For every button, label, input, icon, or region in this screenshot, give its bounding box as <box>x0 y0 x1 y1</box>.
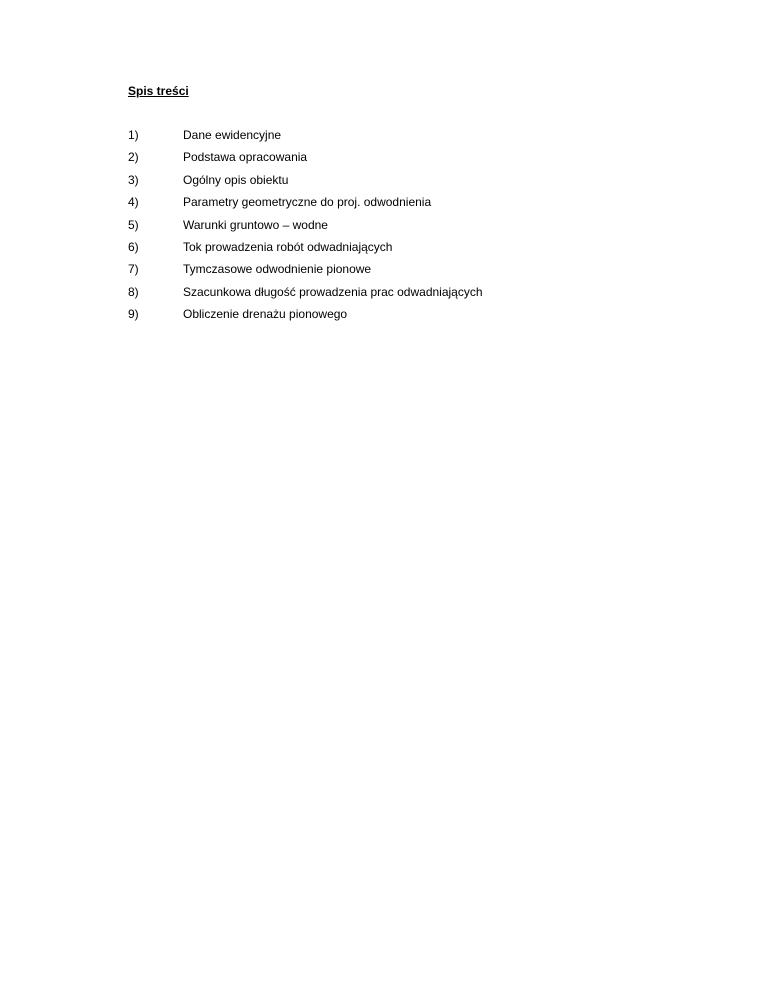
toc-list <box>128 128 648 330</box>
toc-item <box>128 173 648 195</box>
toc-item-number: 5) <box>128 217 139 232</box>
toc-item <box>128 195 648 217</box>
toc-item <box>128 128 648 150</box>
toc-item-number: 2) <box>128 150 139 165</box>
toc-item-text: Obliczenie drenażu pionowego <box>183 307 348 322</box>
toc-title: Spis treści <box>128 84 189 98</box>
toc-item-text: Dane ewidencyjne <box>183 128 282 142</box>
toc-item-number: 9) <box>128 307 139 322</box>
toc-item-text: Ogólny opis obiektu <box>183 172 289 187</box>
toc-item <box>128 307 648 329</box>
toc-item <box>128 285 648 307</box>
toc-item <box>128 240 648 262</box>
toc-item-number: 4) <box>128 195 139 210</box>
toc-item-number: 3) <box>128 172 139 187</box>
toc-item-text: Tymczasowe odwodnienie pionowe <box>183 262 372 277</box>
toc-item <box>128 218 648 240</box>
toc-item <box>128 150 648 172</box>
toc-item-text: Szacunkowa długość prowadzenia prac odwadniających <box>183 284 483 299</box>
toc-item-number: 8) <box>128 284 139 299</box>
toc-item-number: 1) <box>128 128 139 142</box>
toc-item-number: 7) <box>128 262 139 277</box>
toc-item-text: Podstawa opracowania <box>183 150 308 165</box>
toc-item-number: 6) <box>128 239 139 254</box>
toc-item <box>128 262 648 284</box>
toc-item-text: Warunki gruntowo – wodne <box>183 217 328 232</box>
toc-item-text: Parametry geometryczne do proj. odwodnienia <box>183 195 432 210</box>
toc-item-text: Tok prowadzenia robót odwadniających <box>183 239 393 254</box>
